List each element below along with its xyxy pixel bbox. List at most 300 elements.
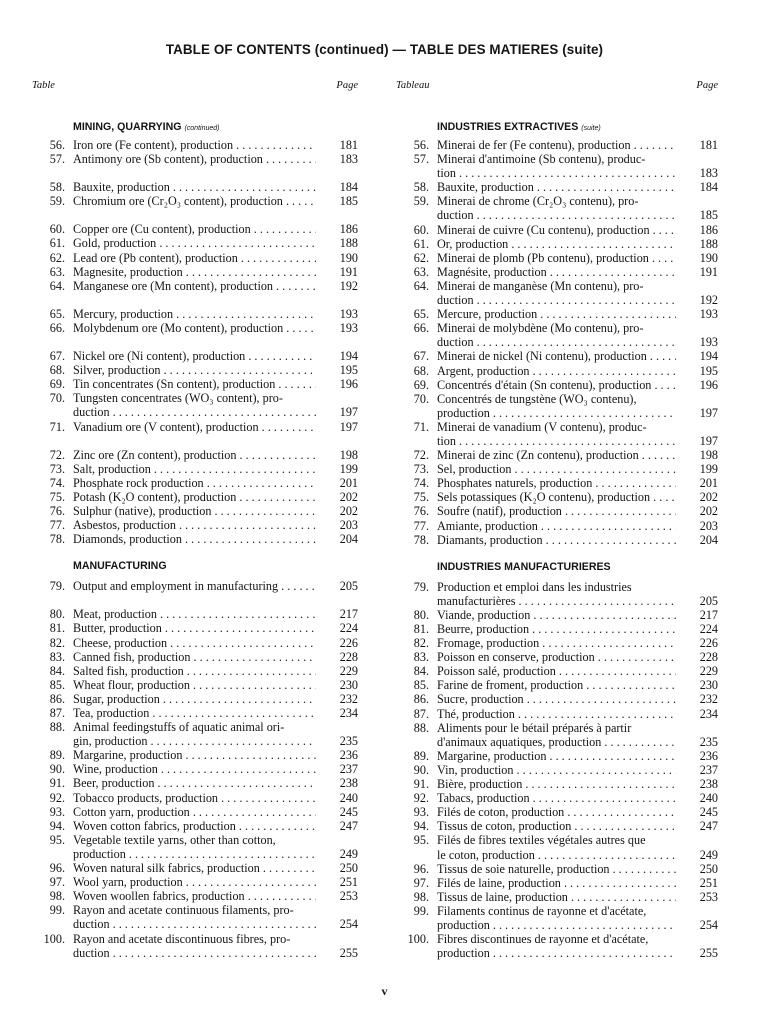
toc-entry[interactable] xyxy=(32,448,358,462)
page-number: 181 xyxy=(339,138,358,152)
table-number: 98. xyxy=(49,889,65,904)
toc-entry[interactable] xyxy=(396,862,718,876)
table-number: 97. xyxy=(49,875,65,890)
toc-column-english xyxy=(32,80,358,960)
table-number: 98. xyxy=(413,889,429,904)
toc-entry[interactable] xyxy=(32,194,358,208)
toc-entry[interactable] xyxy=(32,307,358,321)
toc-entry[interactable] xyxy=(32,636,358,650)
entry-title-line: Filés de fibres textiles végétales autres que xyxy=(437,833,646,848)
entry-title xyxy=(65,650,316,664)
toc-entry[interactable] xyxy=(396,279,718,307)
table-number: 71. xyxy=(413,419,429,434)
toc-entry[interactable] xyxy=(396,721,718,749)
entry-title xyxy=(429,490,676,504)
toc-entry[interactable] xyxy=(32,251,358,265)
entry-title xyxy=(65,748,316,762)
page-number: 253 xyxy=(339,889,358,904)
table-number: 76. xyxy=(49,503,65,518)
toc-entry[interactable] xyxy=(396,678,718,692)
entry-title-line: Antimony ore (Sb content), production . . . xyxy=(73,152,316,166)
toc-entry[interactable] xyxy=(396,307,718,321)
table-number: 92. xyxy=(413,791,429,806)
entry-title xyxy=(65,579,316,593)
entry-title-line: Sulphur (native), production . . . xyxy=(73,504,316,518)
toc-entry[interactable] xyxy=(32,518,358,532)
toc-entry[interactable] xyxy=(396,819,718,833)
table-number: 57. xyxy=(49,152,65,167)
toc-entry[interactable] xyxy=(32,692,358,706)
table-number: 94. xyxy=(49,818,65,833)
entry-title xyxy=(65,448,316,462)
entry-title-line: Amiante, production . . . xyxy=(437,519,676,533)
page-number: 205 xyxy=(699,593,718,608)
entry-title xyxy=(65,349,316,363)
entry-title-line: Vin, production . . . xyxy=(437,763,676,777)
toc-entry[interactable] xyxy=(396,890,718,904)
table-number: 78. xyxy=(413,532,429,547)
table-number: 56. xyxy=(413,138,429,152)
page-number: 249 xyxy=(339,846,358,861)
entry-title-line: Phosphates naturels, production . . . xyxy=(437,476,676,490)
table-number: 64. xyxy=(413,278,429,293)
page-number: 229 xyxy=(339,663,358,678)
entry-title-line: Salt, production . . . xyxy=(73,462,316,476)
page-number: 186 xyxy=(339,222,358,237)
page-number: 193 xyxy=(339,306,358,321)
table-number: 91. xyxy=(49,776,65,791)
toc-entry[interactable] xyxy=(32,152,358,166)
table-number: 80. xyxy=(49,607,65,622)
table-number: 58. xyxy=(49,180,65,195)
table-number: 95. xyxy=(413,833,429,848)
toc-entry[interactable] xyxy=(32,903,358,931)
toc-entry[interactable] xyxy=(396,180,718,194)
entry-title xyxy=(65,621,316,635)
page-folio: v xyxy=(381,984,388,998)
entry-title-line: Fromage, production . . . xyxy=(437,636,676,650)
page-number: 247 xyxy=(699,819,718,834)
entry-title xyxy=(65,664,316,678)
page-number: 255 xyxy=(699,946,718,961)
entry-title-line: Sugar, production . . . xyxy=(73,692,316,706)
entry-title xyxy=(65,532,316,546)
toc-entry[interactable] xyxy=(32,363,358,377)
entry-title-line: Margarine, production . . . xyxy=(437,749,676,763)
entry-title xyxy=(65,180,316,194)
toc-entry[interactable] xyxy=(32,748,358,762)
table-number: 73. xyxy=(413,462,429,477)
toc-entry[interactable] xyxy=(32,664,358,678)
toc-entry[interactable] xyxy=(32,222,358,236)
toc-entry[interactable] xyxy=(396,650,718,664)
toc-entry[interactable] xyxy=(32,490,358,504)
section-title-text: MANUFACTURING xyxy=(73,560,167,573)
table-number: 93. xyxy=(413,805,429,820)
entry-title-line: duction . . . xyxy=(437,208,676,222)
toc-entry[interactable] xyxy=(32,805,358,819)
entry-title xyxy=(65,678,316,692)
entry-title-line: Bauxite, production . . . xyxy=(437,180,676,194)
entry-title-line: Minerai de zinc (Zn contenu), production . . . xyxy=(437,448,676,462)
page-number: 185 xyxy=(699,208,718,223)
toc-entry[interactable] xyxy=(396,519,718,533)
toc-entry[interactable] xyxy=(32,532,358,546)
table-number: 73. xyxy=(49,461,65,476)
page-number: 191 xyxy=(699,264,718,279)
toc-entry[interactable] xyxy=(396,237,718,251)
toc-entry[interactable] xyxy=(32,607,358,621)
entry-title xyxy=(65,321,316,335)
entry-title-line: Bière, production . . . xyxy=(437,777,676,791)
entry-title xyxy=(65,903,316,931)
entry-title xyxy=(429,265,676,279)
page-number: 197 xyxy=(699,433,718,448)
entry-title xyxy=(429,664,676,678)
entry-title-line: Farine de froment, production . . . xyxy=(437,678,676,692)
toc-entry[interactable] xyxy=(32,265,358,279)
table-number: 70. xyxy=(49,391,65,406)
section-title xyxy=(73,121,219,133)
toc-entry[interactable] xyxy=(32,579,358,593)
toc-entry[interactable] xyxy=(396,692,718,706)
entry-title xyxy=(429,476,676,490)
page-number: 224 xyxy=(699,622,718,636)
table-number: 68. xyxy=(413,363,429,378)
entry-title xyxy=(429,307,676,321)
toc-entry[interactable] xyxy=(396,904,718,932)
entry-title-line: Diamants, production . . . xyxy=(437,533,676,547)
toc-entry[interactable] xyxy=(396,265,718,279)
toc-entry[interactable] xyxy=(396,791,718,805)
toc-entry[interactable] xyxy=(32,706,358,720)
entry-title xyxy=(429,378,676,392)
entry-title-line: Argent, production . . . xyxy=(437,364,676,378)
toc-entry[interactable] xyxy=(32,476,358,490)
entry-title-line: Vanadium ore (V content), production . . . xyxy=(73,420,316,434)
page-number: 235 xyxy=(699,734,718,749)
page-number: 204 xyxy=(339,532,358,547)
toc-entry[interactable] xyxy=(396,251,718,265)
table-number: 84. xyxy=(413,664,429,679)
table-number: 83. xyxy=(413,650,429,665)
toc-entry[interactable] xyxy=(32,504,358,518)
page-number: 184 xyxy=(339,180,358,195)
page-number: 250 xyxy=(699,861,718,876)
table-number: 95. xyxy=(49,832,65,847)
toc-entry[interactable] xyxy=(396,349,718,363)
toc-entry[interactable] xyxy=(396,636,718,650)
table-number: 62. xyxy=(413,250,429,265)
entry-title-line: Filés de laine, production . . . xyxy=(437,876,676,890)
entry-title xyxy=(429,237,676,251)
table-number: 71. xyxy=(49,419,65,434)
entry-title-line: Asbestos, production . . . xyxy=(73,518,316,532)
entry-title-line: Minerai d'antimoine (Sb contenu), produc- xyxy=(437,152,646,167)
entry-title-line: Filés de coton, production . . . xyxy=(437,805,676,819)
entry-title xyxy=(65,279,316,293)
toc-entry[interactable] xyxy=(396,321,718,349)
page-number: 199 xyxy=(699,462,718,477)
section-note: (continued) xyxy=(184,125,220,132)
section-heading xyxy=(32,94,358,138)
toc-entry[interactable] xyxy=(32,678,358,692)
entry-title-line: Soufre (natif), production . . . xyxy=(437,504,676,518)
entry-title xyxy=(65,889,316,903)
entry-title xyxy=(429,580,676,608)
page-number: 202 xyxy=(699,490,718,505)
toc-entry[interactable] xyxy=(396,138,718,152)
toc-entry[interactable] xyxy=(396,533,718,547)
page-number: 253 xyxy=(699,889,718,904)
table-number: 72. xyxy=(413,448,429,463)
toc-entry[interactable] xyxy=(32,138,358,152)
toc-entry[interactable] xyxy=(32,236,358,250)
entry-title xyxy=(429,890,676,904)
entry-title-line: duction . . . xyxy=(73,946,316,960)
entry-title-line: Poisson en conserve, production . . . xyxy=(437,650,676,664)
entry-title-line: duction . . . xyxy=(437,293,676,307)
page-number: 202 xyxy=(699,504,718,519)
entry-title-line: Tissus de laine, production . . . xyxy=(437,890,676,904)
toc-entry[interactable] xyxy=(32,321,358,335)
toc-entry[interactable] xyxy=(32,279,358,293)
entry-title-line: Nickel ore (Ni content), production . . . xyxy=(73,349,316,363)
table-number: 84. xyxy=(49,663,65,678)
entry-title xyxy=(65,490,316,504)
toc-list xyxy=(396,94,718,960)
section-heading xyxy=(396,547,718,580)
toc-entry[interactable] xyxy=(396,622,718,636)
entry-title-line: Manganese ore (Mn content), production . . . xyxy=(73,279,316,293)
table-number: 64. xyxy=(49,278,65,293)
page-number: 190 xyxy=(339,250,358,265)
toc-entry[interactable] xyxy=(32,819,358,833)
entry-title-line: Sucre, production . . . xyxy=(437,692,676,706)
toc-entry[interactable] xyxy=(396,833,718,861)
page-number: 203 xyxy=(339,518,358,533)
table-number: 63. xyxy=(413,264,429,279)
toc-entry[interactable] xyxy=(32,875,358,889)
toc-entry[interactable] xyxy=(32,776,358,790)
entry-title-line: Minerai de cuivre (Cu contenu), production . . . xyxy=(437,223,676,237)
entry-title-line: production . . . xyxy=(437,946,676,960)
page-number: 193 xyxy=(699,307,718,322)
entry-title-line: production . . . xyxy=(73,847,316,861)
entry-title xyxy=(65,875,316,889)
entry-title xyxy=(429,251,676,265)
entry-title-line: Animal feedingstuffs of aquatic animal ori- xyxy=(73,720,285,735)
toc-entry[interactable] xyxy=(396,664,718,678)
table-number: 77. xyxy=(49,518,65,533)
table-number: 90. xyxy=(413,762,429,777)
page-number: 245 xyxy=(699,805,718,820)
toc-entry[interactable] xyxy=(396,364,718,378)
toc-entry[interactable] xyxy=(32,861,358,875)
page-number: 251 xyxy=(339,875,358,890)
table-number: 81. xyxy=(49,621,65,636)
toc-entry[interactable] xyxy=(396,420,718,448)
entry-title-line: duction . . . xyxy=(73,405,316,419)
toc-entry[interactable] xyxy=(396,763,718,777)
table-number: 99. xyxy=(49,903,65,918)
table-number: 94. xyxy=(413,819,429,834)
entry-title-line: Sel, production . . . xyxy=(437,462,676,476)
entry-title xyxy=(65,861,316,875)
entry-title xyxy=(65,152,316,166)
table-number: 89. xyxy=(49,748,65,763)
entry-title-line: d'animaux aquatiques, production . . . xyxy=(437,735,676,749)
toc-entry[interactable] xyxy=(32,833,358,861)
entry-title xyxy=(65,236,316,250)
page-number: 197 xyxy=(339,405,358,420)
entry-title-line: Molybdenum ore (Mo content), production . . . xyxy=(73,321,316,335)
entry-title xyxy=(429,608,676,622)
entry-title xyxy=(65,377,316,391)
column-header xyxy=(32,80,358,94)
entry-title xyxy=(429,504,676,518)
entry-title-line: Magnésite, production . . . xyxy=(437,265,676,279)
entry-title-line: Minerai de nickel (Ni contenu), production . . . xyxy=(437,349,676,363)
table-number: 80. xyxy=(413,607,429,622)
entry-title xyxy=(65,819,316,833)
entry-title xyxy=(65,222,316,236)
toc-entry[interactable] xyxy=(396,152,718,180)
entry-title-line: Tea, production . . . xyxy=(73,706,316,720)
page-number: 188 xyxy=(699,236,718,251)
toc-entry[interactable] xyxy=(396,448,718,462)
toc-entry[interactable] xyxy=(32,932,358,960)
entry-title xyxy=(65,776,316,790)
entry-title-line: Zinc ore (Zn content), production . . . xyxy=(73,448,316,462)
toc-entry[interactable] xyxy=(396,805,718,819)
toc-entry[interactable] xyxy=(396,777,718,791)
entry-title xyxy=(429,519,676,533)
toc-entry[interactable] xyxy=(32,621,358,635)
entry-title xyxy=(429,721,676,749)
entry-title xyxy=(429,932,676,960)
table-number: 88. xyxy=(413,720,429,735)
toc-entry[interactable] xyxy=(32,791,358,805)
page-number: 203 xyxy=(699,518,718,533)
entry-title-line: Aliments pour le bétail préparés à partir xyxy=(437,720,632,735)
entry-title-line: Minerai de manganèse (Mn contenu), pro- xyxy=(437,278,644,293)
toc-entry[interactable] xyxy=(396,504,718,518)
toc-entry[interactable] xyxy=(396,462,718,476)
toc-entry[interactable] xyxy=(32,180,358,194)
section-title xyxy=(437,561,611,573)
toc-entry[interactable] xyxy=(32,762,358,776)
table-number: 74. xyxy=(49,475,65,490)
entry-title-line: Rayon and acetate discontinuous fibres, pro- xyxy=(73,931,291,946)
entry-title xyxy=(429,364,676,378)
entry-title-line: Wool yarn, production . . . xyxy=(73,875,316,889)
page-number: 183 xyxy=(339,152,358,167)
entry-title xyxy=(429,749,676,763)
page-number: 185 xyxy=(339,194,358,209)
toc-entry[interactable] xyxy=(32,650,358,664)
entry-title-line: Tin concentrates (Sn content), production . . . xyxy=(73,377,316,391)
page-number: 199 xyxy=(339,461,358,476)
page-number: 254 xyxy=(339,917,358,932)
page-number: 204 xyxy=(699,532,718,547)
entry-title xyxy=(429,321,676,349)
page-number: 226 xyxy=(699,636,718,651)
toc-entry[interactable] xyxy=(32,349,358,363)
toc-entry[interactable] xyxy=(32,420,358,434)
page-header-label: Page xyxy=(336,80,358,91)
table-number: 96. xyxy=(413,861,429,876)
entry-title-line: Minerai de plomb (Pb contenu), production . . . xyxy=(437,251,676,265)
page-number: 240 xyxy=(699,791,718,806)
toc-entry[interactable] xyxy=(396,223,718,237)
entry-title-line: Diamonds, production . . . xyxy=(73,532,316,546)
toc-entry[interactable] xyxy=(32,720,358,748)
toc-entry[interactable] xyxy=(396,707,718,721)
entry-title-line: Wheat flour, production . . . xyxy=(73,678,316,692)
toc-entry[interactable] xyxy=(396,749,718,763)
page-number: 230 xyxy=(339,677,358,692)
entry-title xyxy=(429,279,676,307)
toc-entry[interactable] xyxy=(32,391,358,419)
entry-title-line: Lead ore (Pb content), production . . . xyxy=(73,251,316,265)
entry-title xyxy=(65,706,316,720)
page-number: 197 xyxy=(339,419,358,434)
page-number: 196 xyxy=(339,377,358,392)
toc-entry[interactable] xyxy=(396,580,718,608)
entry-title xyxy=(65,636,316,650)
entry-title xyxy=(429,138,676,152)
table-number: 92. xyxy=(49,790,65,805)
page-number: 235 xyxy=(339,734,358,749)
toc-entry[interactable] xyxy=(32,889,358,903)
toc-entry[interactable] xyxy=(396,392,718,420)
entry-title-line: Bauxite, production . . . xyxy=(73,180,316,194)
entry-title xyxy=(65,194,316,208)
page-number: 249 xyxy=(699,847,718,862)
toc-entry[interactable] xyxy=(32,462,358,476)
entry-title xyxy=(429,791,676,805)
entry-title-line: Butter, production . . . xyxy=(73,621,316,635)
toc-entry[interactable] xyxy=(396,378,718,392)
toc-entry[interactable] xyxy=(396,476,718,490)
toc-entry[interactable] xyxy=(396,194,718,222)
entry-title-line: gin, production . . . xyxy=(73,734,316,748)
entry-title xyxy=(429,349,676,363)
page-number: 196 xyxy=(699,377,718,392)
entry-title-line: Magnesite, production . . . xyxy=(73,265,316,279)
table-number: 60. xyxy=(49,222,65,237)
toc-entry[interactable] xyxy=(396,932,718,960)
toc-entry[interactable] xyxy=(396,490,718,504)
page-number: 217 xyxy=(339,607,358,622)
entry-title-line: Copper ore (Cu content), production . . . xyxy=(73,222,316,236)
entry-title-line: Cotton yarn, production . . . xyxy=(73,805,316,819)
toc-entry[interactable] xyxy=(396,876,718,890)
entry-title xyxy=(429,777,676,791)
entry-title-line: le coton, production . . . xyxy=(437,848,676,862)
page-number: 202 xyxy=(339,503,358,518)
toc-entry[interactable] xyxy=(396,608,718,622)
table-number: 62. xyxy=(49,250,65,265)
entry-title-line: Sels potassiques (K₂O contenu), production . . . xyxy=(437,490,676,504)
page-number: 205 xyxy=(339,579,358,594)
toc-entry[interactable] xyxy=(32,377,358,391)
table-number: 81. xyxy=(413,622,429,636)
table-number: 69. xyxy=(413,377,429,392)
entry-title-line: Minerai de chrome (Cr₂O₃ contenu), pro- xyxy=(437,194,639,209)
entry-title-line: Vegetable textile yarns, other than cotton, xyxy=(73,832,276,847)
